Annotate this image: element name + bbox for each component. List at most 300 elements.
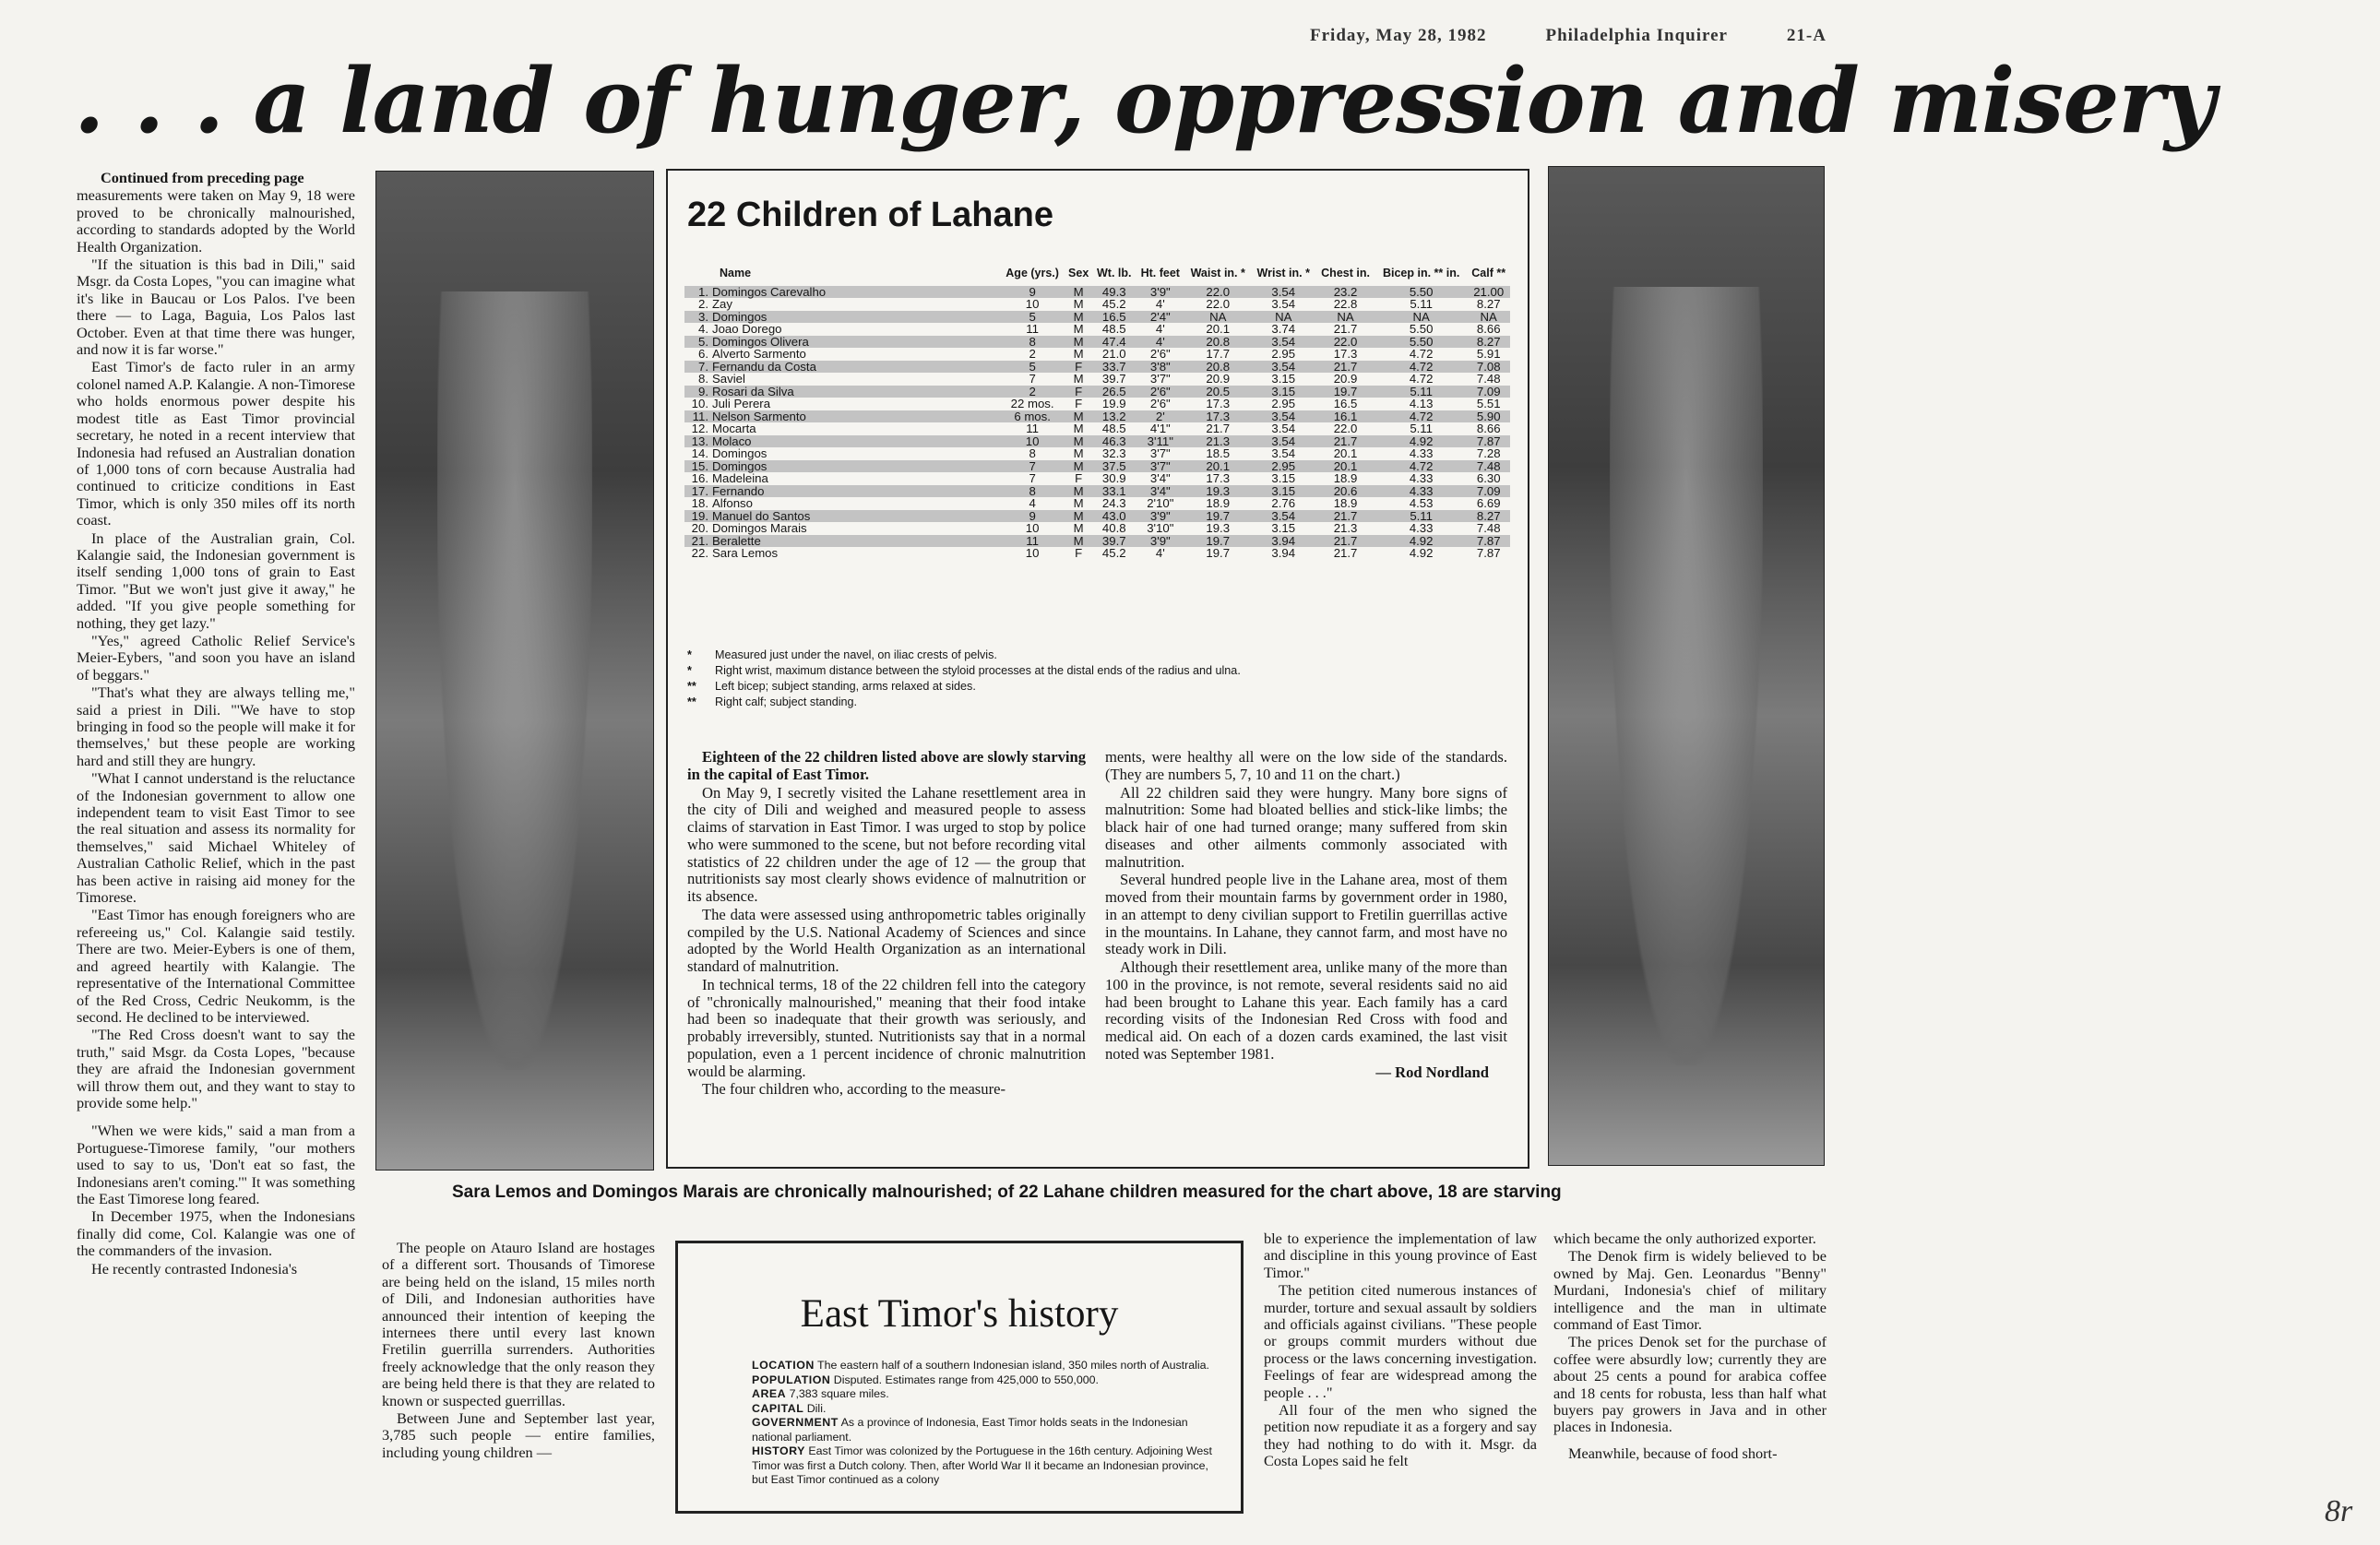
column-header: Calf **: [1471, 267, 1506, 279]
table-cell: 19.3: [1206, 521, 1231, 536]
footnote-mark: *: [687, 648, 692, 661]
column-header: Sex: [1068, 267, 1089, 279]
table-cell: 3.15: [1251, 485, 1315, 498]
table-cell: 4': [1155, 546, 1165, 561]
paragraph: Although their resettlement area, unlike many of the more than 100 in the province, is not remote, several residents said no aid had been brought to Lahane this year. Each family has a card recording visits of the Indonesian Red Cross with food and medical aid. On each of a dozen cards examined, the last visit noted was September 1981.: [1105, 958, 1507, 1063]
table-cell: 10: [1000, 435, 1065, 448]
bottom-column-denok: [1553, 1230, 1827, 1463]
paragraph: Between June and September last year, 3,785 such people — entire families, including young children —: [382, 1409, 655, 1461]
table-cell: 7.87: [1476, 546, 1501, 561]
table-cell: 8: [1029, 446, 1036, 461]
table-cell: 2'4": [1136, 311, 1184, 324]
table-cell: 3.54: [1251, 286, 1315, 299]
table-cell: 2'6": [1149, 397, 1171, 411]
table-cell: 4.33: [1409, 446, 1434, 461]
table-cell: 17.3: [1206, 397, 1231, 411]
table-cell: 9.: [684, 386, 710, 398]
history-text: Dili.: [806, 1401, 827, 1415]
table-row: [684, 286, 1510, 299]
table-cell: 4.72: [1409, 347, 1434, 362]
table-cell: 9: [1000, 286, 1065, 299]
table-cell: 19.7: [1184, 510, 1251, 523]
table-cell: 20.6: [1315, 485, 1375, 498]
child-figure-silhouette: [1610, 287, 1764, 1065]
history-label: POPULATION: [752, 1373, 831, 1386]
table-cell: 22 mos.: [1010, 397, 1054, 411]
table-cell: 4': [1155, 322, 1165, 337]
child-name-cell: Domingos Marais: [712, 521, 807, 536]
table-cell: 3'10": [1147, 521, 1174, 536]
table-cell: 5.91: [1476, 347, 1501, 362]
column-header: Wt. lb.: [1097, 267, 1132, 279]
table-row: [684, 485, 1510, 498]
table-cell: 8.27: [1467, 510, 1510, 523]
table-cell: 7: [1029, 372, 1036, 386]
column-header: Chest in.: [1321, 267, 1370, 279]
child-name-cell: Rosari da Silva: [710, 386, 1000, 398]
table-cell: 15.: [684, 460, 710, 473]
table-cell: 3'7": [1149, 446, 1171, 461]
table-cell: 6.: [698, 347, 708, 362]
paragraph: "East Timor has enough foreigners who are refereeing us," Col. Kalangie said testily. There are two. Meier-Eybers is one of them, and agreed heartily with Kalangie. The representative of the International Committee of the Red Cross, Cedric Neukomm, is the second. He declined to be interviewed.: [77, 906, 355, 1026]
table-cell: 33.1: [1092, 485, 1136, 498]
table-cell: 4.53: [1409, 496, 1434, 511]
table-cell: 18.9: [1333, 496, 1358, 511]
table-cell: 2.95: [1271, 347, 1296, 362]
table-cell: M: [1065, 435, 1092, 448]
table-cell: 14.: [691, 446, 708, 461]
table-cell: F: [1075, 471, 1083, 486]
table-cell: 2.76: [1271, 496, 1296, 511]
paragraph: The four children who, according to the measure-: [702, 1080, 1006, 1099]
paragraph: On May 9, I secretly visited the Lahane resettlement area in the city of Dili and weighed and measured people to assess claims of starvation in East Timor. I was urged to stop by police who were summoned to the scene, but not before recording vital statistics of 22 children under the age of 12 — the group that nutritionists say most clearly shows evidence of malnutrition or its absence.: [687, 783, 1086, 905]
column-header: Waist in. *: [1190, 267, 1245, 279]
paragraph: "When we were kids," said a man from a Portuguese-Timorese family, "our mothers used to say to us, 'Don't eat so fast, the Indonesians aren't coming.'" It was something the East Timorese long feared.: [77, 1122, 355, 1207]
table-cell: 3.94: [1251, 535, 1315, 548]
table-cell: NA: [1251, 311, 1315, 324]
table-row: [684, 535, 1510, 548]
article-column-1: [687, 749, 1086, 1099]
table-cell: F: [1065, 361, 1092, 374]
column-header: Age (yrs.): [1006, 267, 1059, 279]
table-cell: 16.1: [1315, 410, 1375, 423]
table-cell: M: [1065, 460, 1092, 473]
history-text: 7,383 square miles.: [789, 1387, 889, 1400]
paragraph: Several hundred people live in the Lahane area, most of them moved from their mountain farms by government order in 1980, in an attempt to deny civilian support to Fretilin guerrillas active in the mountains. In Lahane, they cannot farm, and most have no steady work in Dili.: [1105, 871, 1507, 958]
paragraph: The data were assessed using anthropometric tables originally compiled by the U.S. National Academy of Sciences and since adopted by the World Health Organization as an international standard of malnutrition.: [687, 905, 1086, 975]
table-cell: M: [1073, 422, 1084, 436]
table-cell: 7.28: [1476, 446, 1501, 461]
table-cell: 19.3: [1184, 485, 1251, 498]
table-cell: 19.7: [1206, 546, 1231, 561]
table-cell: 49.3: [1092, 286, 1136, 299]
table-row: [684, 311, 1510, 324]
table-cell: 10: [1025, 546, 1040, 561]
lahane-children-table: [684, 267, 1510, 560]
table-cell: 4.: [698, 322, 708, 337]
table-cell: 2.95: [1251, 460, 1315, 473]
paragraph: "If the situation is this bad in Dili," said Msgr. da Costa Lopes, "you can imagine what it's like in Baucau or Los Palos. I've been there — to Laga, Baguia, Los Palos last October. Even at that time there was hunger, and now it is far worse.": [77, 256, 355, 359]
table-cell: 20.1: [1333, 446, 1358, 461]
table-cell: 11: [1026, 422, 1039, 436]
table-cell: 7.: [684, 361, 710, 374]
table-cell: 5.50: [1409, 322, 1434, 337]
child-name-cell: Domingos Carevalho: [710, 286, 1000, 299]
table-cell: 2': [1136, 410, 1184, 423]
table-cell: 5.11: [1375, 386, 1468, 398]
table-cell: 11: [1026, 322, 1039, 337]
table-cell: 20.5: [1184, 386, 1251, 398]
photo-sara-lemos: [375, 171, 654, 1171]
paragraph: which became the only authorized exporter.: [1553, 1230, 1816, 1247]
history-text: The eastern half of a southern Indonesian island, 350 miles north of Australia.: [817, 1359, 1209, 1372]
table-cell: 8.66: [1476, 322, 1501, 337]
child-name-cell: Madeleina: [712, 471, 768, 486]
table-header-row: [684, 267, 1510, 286]
east-timor-history-box: [675, 1241, 1244, 1514]
table-row: [684, 435, 1510, 448]
table-cell: 17.3: [1184, 410, 1251, 423]
history-item: [752, 1359, 1213, 1373]
child-figure-silhouette: [437, 291, 592, 1070]
table-cell: 6 mos.: [1000, 410, 1065, 423]
table-cell: 5: [1000, 361, 1065, 374]
history-item: [752, 1387, 1213, 1402]
table-row: [684, 398, 1510, 410]
table-cell: 4': [1155, 297, 1165, 312]
table-cell: 13.: [684, 435, 710, 448]
table-cell: 3.54: [1271, 297, 1296, 312]
history-label: CAPITAL: [752, 1401, 804, 1415]
table-cell: 48.5: [1101, 322, 1126, 337]
table-cell: 23.2: [1315, 286, 1375, 299]
child-name-cell: Nelson Sarmento: [710, 410, 1000, 423]
chart-title: 22 Children of Lahane: [687, 196, 1053, 234]
paragraph: "What I cannot understand is the reluctance of the Indonesian government to allow one independent team to visit East Timor to see the real situation and assess its normality for themselves," said Michael Whiteley of Australian Catholic Relief, which in the past has been active in raising aid money for the Timorese.: [77, 769, 355, 907]
table-cell: 16.: [691, 471, 708, 486]
footnote-text: Measured just under the navel, on iliac crests of pelvis.: [715, 648, 997, 661]
table-row: [684, 323, 1510, 336]
bottom-column-petition: [1264, 1230, 1537, 1471]
table-cell: 4.72: [1375, 361, 1468, 374]
masthead-date: Friday, May 28, 1982: [1310, 26, 1487, 45]
child-name-cell: Domingos: [710, 460, 1000, 473]
child-name-cell: Domingos Olivera: [710, 336, 1000, 349]
table-row: [684, 522, 1510, 535]
table-cell: 3.54: [1251, 435, 1315, 448]
table-cell: 12.: [691, 422, 708, 436]
table-cell: 2: [1029, 347, 1036, 362]
table-cell: 5.50: [1375, 336, 1468, 349]
child-name-cell: Alfonso: [712, 496, 753, 511]
byline: — Rod Nordland: [1375, 1063, 1489, 1081]
chart-footnotes: [687, 648, 1517, 710]
table-cell: 21.7: [1206, 422, 1231, 436]
table-cell: 37.5: [1092, 460, 1136, 473]
table-cell: 19.7: [1184, 535, 1251, 548]
table-cell: 24.3: [1101, 496, 1126, 511]
table-cell: 39.7: [1092, 535, 1136, 548]
table-cell: NA: [1184, 311, 1251, 324]
table-cell: 7: [1029, 471, 1036, 486]
table-cell: 4.92: [1409, 546, 1434, 561]
article-column-2: [1105, 749, 1507, 1082]
table-cell: 7: [1000, 460, 1065, 473]
table-cell: 43.0: [1092, 510, 1136, 523]
footnote: [687, 663, 1517, 679]
table-cell: 3.74: [1271, 322, 1296, 337]
column-header: Wrist in. *: [1256, 267, 1310, 279]
table-cell: 17.3: [1333, 347, 1358, 362]
table-cell: 8.: [698, 372, 708, 386]
table-cell: 20.: [691, 521, 708, 536]
table-cell: 11.: [684, 410, 710, 423]
table-cell: 22.0: [1184, 286, 1251, 299]
table-cell: M: [1065, 485, 1092, 498]
table-cell: 2: [1000, 386, 1065, 398]
table-cell: 3'9": [1136, 535, 1184, 548]
paragraph: All 22 children said they were hungry. Many bore signs of malnutrition: Some had bloated bellies and stick-like limbs; the black hair of one had turned orange; many suffered from skin diseases and other ailments commonly associated with malnutrition.: [1105, 783, 1507, 871]
table-cell: 3'7": [1136, 460, 1184, 473]
table-cell: 7.87: [1467, 435, 1510, 448]
table-cell: 20.8: [1184, 336, 1251, 349]
table-cell: 4': [1136, 336, 1184, 349]
footnote-mark: **: [687, 695, 696, 708]
table-cell: 5.: [684, 336, 710, 349]
table-cell: 11: [1000, 535, 1065, 548]
table-cell: 47.4: [1092, 336, 1136, 349]
table-cell: 5.11: [1410, 297, 1433, 312]
table-cell: 3.54: [1271, 446, 1296, 461]
table-row: [684, 298, 1510, 311]
table-cell: M: [1065, 311, 1092, 324]
child-name-cell: Fernando: [710, 485, 1000, 498]
table-cell: 7.48: [1467, 460, 1510, 473]
table-cell: M: [1073, 446, 1084, 461]
paragraph: In technical terms, 18 of the 22 children fell into the category of "chronically malnourished," meaning that their food intake had been so inadequate that their growth was seriously, and probably irreversibly, stunted. Nutritionists say that in a normal population, even a 1 percent incidence of chronic malnutrition would be alarming.: [687, 975, 1086, 1080]
handwritten-note: 8r: [2325, 1494, 2353, 1528]
table-cell: 2.95: [1271, 397, 1296, 411]
column-header: Bicep in. ** in.: [1382, 267, 1460, 279]
table-cell: 1.: [684, 286, 710, 299]
masthead-paper: Philadelphia Inquirer: [1545, 26, 1728, 45]
table-cell: 18.9: [1206, 496, 1231, 511]
table-cell: 32.3: [1101, 446, 1126, 461]
table-cell: M: [1073, 372, 1084, 386]
table-cell: 21.7: [1333, 322, 1358, 337]
table-cell: 21.7: [1333, 546, 1358, 561]
footnote-mark: *: [687, 664, 692, 677]
table-cell: 20.1: [1315, 460, 1375, 473]
table-cell: 17.7: [1206, 347, 1231, 362]
table-cell: 21.0: [1101, 347, 1126, 362]
table-cell: 46.3: [1092, 435, 1136, 448]
table-cell: 45.2: [1101, 546, 1126, 561]
table-cell: 21.3: [1184, 435, 1251, 448]
child-name-cell: Zay: [712, 297, 732, 312]
table-cell: 39.7: [1101, 372, 1126, 386]
masthead: [1310, 26, 1827, 46]
table-cell: 3.54: [1251, 510, 1315, 523]
table-cell: 21.7: [1315, 361, 1375, 374]
table-row: [684, 373, 1510, 386]
history-item: [752, 1402, 1213, 1417]
table-cell: F: [1065, 386, 1092, 398]
table-cell: 4'1": [1149, 422, 1171, 436]
paragraph: The prices Denok set for the purchase of coffee were absurdly low; currently they are about 25 cents a pound for arabica coffee and 18 cents for robusta, less than half what buyers pay growers in Java and in other places in Indonesia.: [1553, 1333, 1827, 1436]
child-name-cell: Beralette: [710, 535, 1000, 548]
table-cell: 19.9: [1101, 397, 1126, 411]
child-name-cell: Molaco: [710, 435, 1000, 448]
table-row: [684, 472, 1510, 485]
continued-line: Continued from preceding page: [101, 169, 304, 186]
table-cell: 9: [1000, 510, 1065, 523]
table-cell: 3.15: [1271, 471, 1296, 486]
table-cell: 2'6": [1149, 347, 1171, 362]
history-text: As a province of Indonesia, East Timor holds seats in the Indonesian national parliament.: [752, 1416, 1188, 1444]
table-cell: NA: [1375, 311, 1468, 324]
table-cell: 26.5: [1092, 386, 1136, 398]
table-cell: 17.3: [1206, 471, 1231, 486]
table-cell: 3'4": [1149, 471, 1171, 486]
table-cell: 10: [1025, 297, 1040, 312]
table-cell: 21.7: [1315, 435, 1375, 448]
table-cell: 16.5: [1333, 397, 1358, 411]
paragraph: The petition cited numerous instances of murder, torture and sexual assault by soldiers and officials against civilians. "These people or groups commit murders without due process or the laws concerning investigation. Feelings of fear are widespread among the people . . .": [1264, 1281, 1537, 1401]
paragraph: In December 1975, when the Indonesians finally did come, Col. Kalangie was one of the commanders of the invasion.: [77, 1207, 355, 1260]
table-cell: M: [1065, 410, 1092, 423]
table-cell: 17.: [684, 485, 710, 498]
table-cell: 3'7": [1149, 372, 1171, 386]
child-name-cell: Joao Dorego: [712, 322, 782, 337]
table-cell: 4.13: [1409, 397, 1434, 411]
history-label: GOVERNMENT: [752, 1416, 839, 1429]
history-label: HISTORY: [752, 1444, 805, 1457]
table-cell: M: [1065, 535, 1092, 548]
history-text: Disputed. Estimates range from 425,000 to 550,000.: [833, 1373, 1099, 1386]
table-cell: 7.87: [1467, 535, 1510, 548]
child-name-cell: Mocarta: [712, 422, 756, 436]
table-cell: 19.: [684, 510, 710, 523]
table-cell: 21.: [684, 535, 710, 548]
table-cell: M: [1073, 521, 1084, 536]
table-cell: 3.54: [1251, 410, 1315, 423]
table-cell: M: [1065, 510, 1092, 523]
table-cell: 20.8: [1184, 361, 1251, 374]
masthead-page: 21-A: [1786, 26, 1827, 45]
table-cell: 33.7: [1092, 361, 1136, 374]
table-row: [684, 386, 1510, 398]
table-cell: 7.48: [1476, 372, 1501, 386]
table-cell: 4.92: [1375, 435, 1468, 448]
table-cell: 19.7: [1315, 386, 1375, 398]
footnote: [687, 695, 1517, 710]
photo-domingos-marais: [1548, 166, 1825, 1166]
table-cell: 22.0: [1315, 336, 1375, 349]
table-body: [684, 286, 1510, 560]
table-cell: 3.54: [1251, 361, 1315, 374]
paragraph: "The Red Cross doesn't want to say the truth," said Msgr. da Costa Lopes, "because they are afraid the Indonesian government will throw them out, and they want to stay to provide some help.": [77, 1026, 355, 1111]
table-row: [684, 497, 1510, 510]
table-row: [684, 547, 1510, 560]
table-cell: 8: [1000, 485, 1065, 498]
footnote-text: Left bicep; subject standing, arms relaxed at sides.: [715, 680, 976, 693]
table-cell: 20.9: [1333, 372, 1358, 386]
table-cell: 48.5: [1101, 422, 1126, 436]
table-cell: 22.: [691, 546, 708, 561]
column-header: Ht. feet: [1140, 267, 1180, 279]
table-cell: 22.0: [1333, 422, 1358, 436]
paragraph: East Timor's de facto ruler in an army colonel named A.P. Kalangie. A non-Timorese who holds enormous power despite his modest title as East Timor provincial secretary, he noted in a recent interview that Indonesia had refused an Australian donation of 1,000 tons of corn because Australia had continued to criticize conditions in East Timor, which is only 350 miles off its north coast.: [77, 358, 355, 529]
history-label: LOCATION: [752, 1359, 815, 1372]
table-row: [684, 361, 1510, 374]
table-cell: 4.72: [1375, 460, 1468, 473]
table-row: [684, 410, 1510, 423]
table-cell: F: [1075, 397, 1083, 411]
table-cell: M: [1073, 297, 1084, 312]
table-cell: 4.33: [1409, 471, 1434, 486]
table-cell: 3.15: [1251, 386, 1315, 398]
left-column: [77, 170, 355, 1278]
child-name-cell: Manuel do Santos: [710, 510, 1000, 523]
table-cell: 4.33: [1375, 485, 1468, 498]
footnote-text: Right wrist, maximum distance between the styloid processes at the distal ends of the radius and ulna.: [715, 664, 1241, 677]
table-cell: 4.72: [1409, 372, 1434, 386]
table-cell: 30.9: [1101, 471, 1126, 486]
footnote: [687, 679, 1517, 695]
table-cell: 4: [1029, 496, 1036, 511]
child-name-cell: Domingos: [712, 446, 768, 461]
table-cell: F: [1075, 546, 1083, 561]
table-row: [684, 510, 1510, 523]
table-cell: 7.09: [1467, 386, 1510, 398]
table-cell: 3.15: [1271, 521, 1296, 536]
table-cell: 22.0: [1206, 297, 1231, 312]
table-cell: 10.: [691, 397, 708, 411]
table-cell: 16.5: [1092, 311, 1136, 324]
table-cell: NA: [1315, 311, 1375, 324]
table-row: [684, 447, 1510, 460]
table-cell: 3.15: [1271, 372, 1296, 386]
table-cell: 8: [1000, 336, 1065, 349]
history-item: [752, 1416, 1213, 1444]
footnote: [687, 648, 1517, 663]
column-header: Name: [720, 267, 752, 279]
table-cell: 2'6": [1136, 386, 1184, 398]
table-cell: M: [1073, 322, 1084, 337]
table-cell: 5.50: [1375, 286, 1468, 299]
paragraph: "That's what they are always telling me," said a priest in Dili. "'We have to stop bringing in food so the people will make it for themselves,' but these people are working hard and still they are hungry.: [77, 683, 355, 769]
headline: . . . a land of hunger, oppression and misery: [74, 49, 2215, 153]
paragraph: ble to experience the implementation of law and discipline in this young province of East Timor.": [1264, 1230, 1537, 1281]
table-cell: 6.69: [1476, 496, 1501, 511]
table-cell: 20.1: [1206, 322, 1231, 337]
table-cell: 6.30: [1476, 471, 1501, 486]
table-cell: 8.27: [1467, 336, 1510, 349]
child-name-cell: Fernandu da Costa: [710, 361, 1000, 374]
footnote-mark: **: [687, 680, 696, 693]
child-name-cell: Saviel: [712, 372, 745, 386]
table-cell: 2'10": [1147, 496, 1174, 511]
table-cell: 3.54: [1251, 336, 1315, 349]
paragraph: ments, were healthy all were on the low side of the standards. (They are numbers 5, 7, 10 and 11 on the chart.): [1105, 748, 1507, 783]
table-cell: 8.27: [1476, 297, 1501, 312]
table-cell: 3'11": [1136, 435, 1184, 448]
history-title: East Timor's history: [800, 1292, 1119, 1336]
child-name-cell: Domingos: [710, 311, 1000, 324]
table-cell: 8.66: [1476, 422, 1501, 436]
paragraph: Eighteen of the 22 children listed above are slowly starving in the capital of East Timor.: [687, 748, 1086, 783]
